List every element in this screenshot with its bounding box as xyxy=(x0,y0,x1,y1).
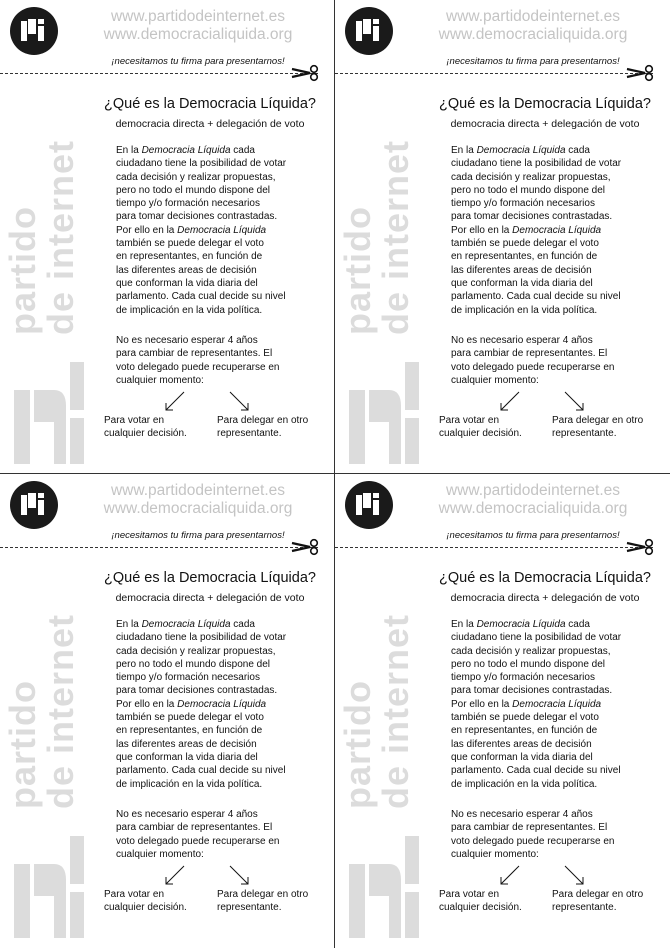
paragraph-line xyxy=(116,658,331,671)
website-urls xyxy=(78,8,318,44)
brand-word-internet: de internet xyxy=(375,613,416,809)
paragraph-line xyxy=(451,290,666,303)
pdi-logo-icon xyxy=(9,6,59,56)
paragraph-line xyxy=(451,738,666,751)
scissors-icon xyxy=(290,538,320,556)
paragraph-text: en representantes, en función de xyxy=(116,251,263,263)
paragraph-text: cada decisión y realizar propuestas, xyxy=(451,171,611,183)
paragraph-text: para tomar decisiones contrastadas. xyxy=(116,211,278,223)
paragraph-text: cada xyxy=(230,145,255,156)
paragraph-text: para tomar decisiones contrastadas. xyxy=(451,685,613,697)
pdi-logo-icon xyxy=(344,480,394,530)
pdi-logo-icon xyxy=(9,480,59,530)
paragraph-text: de implicación en la vida política. xyxy=(451,304,598,316)
paragraph-line xyxy=(451,144,666,157)
scissors-icon xyxy=(625,64,655,82)
paragraph-line xyxy=(116,277,331,290)
paragraph-text: tiempo y/o formación necesarios xyxy=(451,198,595,210)
cut-line xyxy=(0,73,318,74)
option-delegate-line: representante. xyxy=(217,428,282,440)
paragraph-line: cualquier momento: xyxy=(451,374,539,386)
headline: ¿Qué es la Democracia Líquida? xyxy=(104,96,316,112)
explanation-paragraph xyxy=(116,144,331,317)
paragraph-text: que conforman la vida diaria del xyxy=(451,751,593,763)
explanation-paragraph xyxy=(116,618,331,791)
signature-request: ¡necesitamos tu firma para presentarnos! xyxy=(111,56,285,67)
brand-word-partido: partido xyxy=(2,206,43,335)
option-vote-line: Para votar en xyxy=(439,415,500,426)
url-democracia[interactable]: www.democracialiquida.org xyxy=(103,26,293,43)
paragraph-text: de implicación en la vida política. xyxy=(116,778,263,790)
option-delegate xyxy=(217,414,308,441)
paragraph-line xyxy=(451,671,666,684)
cut-line xyxy=(0,547,318,548)
emphasis-text: Democracia Líquida xyxy=(141,619,231,630)
paragraph-text: En la xyxy=(116,145,142,156)
paragraph-text: pero no todo el mundo dispone del xyxy=(116,658,271,670)
pdi-watermark-logo-icon xyxy=(349,362,421,466)
paragraph-line xyxy=(116,724,331,737)
option-delegate-line: representante. xyxy=(217,902,282,914)
paragraph-line xyxy=(451,711,666,724)
url-partido[interactable]: www.partidodeinternet.es xyxy=(445,8,621,25)
paragraph-line xyxy=(116,631,331,644)
paragraph-line: voto delegado puede recuperarse en xyxy=(451,835,615,847)
subheadline: democracia directa + delegación de voto xyxy=(450,592,640,604)
down-arrows-icon xyxy=(495,390,595,414)
flyer-card xyxy=(335,0,670,474)
paragraph-text: parlamento. Cada cual decide su nivel xyxy=(451,291,621,303)
url-partido[interactable]: www.partidodeinternet.es xyxy=(110,482,286,499)
cut-line xyxy=(335,547,653,548)
paragraph-text: para tomar decisiones contrastadas. xyxy=(116,685,278,697)
paragraph-text: ciudadano tiene la posibilidad de votar xyxy=(451,632,622,644)
paragraph-text: cada xyxy=(565,145,590,156)
headline: ¿Qué es la Democracia Líquida? xyxy=(439,570,651,586)
url-partido[interactable]: www.partidodeinternet.es xyxy=(110,8,286,25)
emphasis-text: Democracia Líquida xyxy=(476,145,566,156)
paragraph-line xyxy=(451,171,666,184)
paragraph-text: En la xyxy=(451,619,477,630)
vertical-brand-watermark xyxy=(4,559,84,809)
flyer-card xyxy=(0,0,335,474)
paragraph-text: ciudadano tiene la posibilidad de votar xyxy=(116,158,287,170)
url-democracia[interactable]: www.democracialiquida.org xyxy=(103,500,293,517)
paragraph-line: cualquier momento: xyxy=(116,848,204,860)
emphasis-text: Democracia Líquida xyxy=(512,698,602,710)
paragraph-line xyxy=(451,751,666,764)
paragraph-text: de implicación en la vida política. xyxy=(451,778,598,790)
paragraph-text: de implicación en la vida política. xyxy=(116,304,263,316)
paragraph-text: cada decisión y realizar propuestas, xyxy=(116,645,276,657)
brand-word-partido: partido xyxy=(2,680,43,809)
paragraph-line: No es necesario esperar 4 años xyxy=(116,809,258,820)
down-arrows-icon xyxy=(495,864,595,888)
emphasis-text: Democracia Líquida xyxy=(177,698,267,710)
option-delegate xyxy=(552,414,643,441)
paragraph-text: pero no todo el mundo dispone del xyxy=(451,184,606,196)
paragraph-line xyxy=(451,157,666,170)
scissors-icon xyxy=(290,64,320,82)
paragraph-line xyxy=(116,684,331,697)
paragraph-text: también se puede delegar el voto xyxy=(116,238,264,250)
paragraph-line xyxy=(116,250,331,263)
option-vote-line: Para votar en xyxy=(104,889,165,900)
url-democracia[interactable]: www.democracialiquida.org xyxy=(438,26,628,43)
paragraph-line xyxy=(116,197,331,210)
emphasis-text: Democracia Líquida xyxy=(512,224,602,236)
paragraph-line xyxy=(451,304,666,317)
website-urls xyxy=(413,482,653,518)
paragraph-text: ciudadano tiene la posibilidad de votar xyxy=(451,158,622,170)
explanation-paragraph xyxy=(451,144,666,317)
brand-word-partido: partido xyxy=(337,206,378,335)
paragraph-text: cada xyxy=(230,619,255,630)
paragraph-line xyxy=(451,684,666,697)
down-arrows-icon xyxy=(160,390,260,414)
paragraph-text: en representantes, en función de xyxy=(116,725,263,737)
paragraph-line: cualquier momento: xyxy=(116,374,204,386)
option-delegate xyxy=(552,888,643,915)
paragraph-line xyxy=(116,171,331,184)
paragraph-text: también se puede delegar el voto xyxy=(116,712,264,724)
paragraph-text: Por ello en la xyxy=(116,698,178,710)
paragraph-line: voto delegado puede recuperarse en xyxy=(451,361,615,373)
paragraph-line xyxy=(451,264,666,277)
url-partido[interactable]: www.partidodeinternet.es xyxy=(445,482,621,499)
paragraph-line xyxy=(451,698,666,711)
brand-word-internet: de internet xyxy=(375,139,416,335)
paragraph-text: cada xyxy=(565,619,590,630)
option-delegate-line: Para delegar en otro xyxy=(217,415,309,426)
paragraph-line xyxy=(451,184,666,197)
option-delegate-line: Para delegar en otro xyxy=(552,889,644,900)
paragraph-text: que conforman la vida diaria del xyxy=(116,277,258,289)
paragraph-text: tiempo y/o formación necesarios xyxy=(116,672,260,684)
paragraph-text: las diferentes areas de decisión xyxy=(451,264,592,276)
paragraph-text: cada decisión y realizar propuestas, xyxy=(451,645,611,657)
paragraph-line xyxy=(451,658,666,671)
subheadline: democracia directa + delegación de voto xyxy=(450,118,640,130)
representatives-paragraph xyxy=(451,334,666,387)
option-delegate-line: representante. xyxy=(552,902,617,914)
paragraph-text: parlamento. Cada cual decide su nivel xyxy=(116,765,286,777)
paragraph-text: las diferentes areas de decisión xyxy=(451,738,592,750)
paragraph-line xyxy=(116,264,331,277)
option-vote-line: Para votar en xyxy=(439,889,500,900)
paragraph-text: ciudadano tiene la posibilidad de votar xyxy=(116,632,287,644)
paragraph-line xyxy=(116,224,331,237)
paragraph-text: cada decisión y realizar propuestas, xyxy=(116,171,276,183)
paragraph-line: voto delegado puede recuperarse en xyxy=(116,361,280,373)
option-vote xyxy=(104,888,187,915)
paragraph-line xyxy=(116,210,331,223)
pdi-watermark-logo-icon xyxy=(14,836,86,940)
emphasis-text: Democracia Líquida xyxy=(177,224,267,236)
paragraph-line xyxy=(451,224,666,237)
paragraph-line xyxy=(451,197,666,210)
cut-line xyxy=(335,73,653,74)
paragraph-line: voto delegado puede recuperarse en xyxy=(116,835,280,847)
paragraph-line: para cambiar de representantes. El xyxy=(451,822,608,834)
paragraph-text: Por ello en la xyxy=(451,224,513,236)
option-vote-line: Para votar en xyxy=(104,415,165,426)
paragraph-text: también se puede delegar el voto xyxy=(451,712,599,724)
pdi-watermark-logo-icon xyxy=(349,836,421,940)
paragraph-text: pero no todo el mundo dispone del xyxy=(116,184,271,196)
paragraph-line: No es necesario esperar 4 años xyxy=(116,335,258,346)
paragraph-line: No es necesario esperar 4 años xyxy=(451,809,593,820)
paragraph-line: para cambiar de representantes. El xyxy=(116,822,273,834)
option-vote-line: cualquier decisión. xyxy=(439,902,522,914)
paragraph-text: las diferentes areas de decisión xyxy=(116,738,257,750)
paragraph-text: Por ello en la xyxy=(116,224,178,236)
vertical-brand-watermark xyxy=(339,559,419,809)
paragraph-text: En la xyxy=(451,145,477,156)
paragraph-line xyxy=(116,698,331,711)
paragraph-line xyxy=(116,237,331,250)
paragraph-text: tiempo y/o formación necesarios xyxy=(451,672,595,684)
paragraph-line xyxy=(451,724,666,737)
scissors-icon xyxy=(625,538,655,556)
signature-request: ¡necesitamos tu firma para presentarnos! xyxy=(446,56,620,67)
paragraph-text: tiempo y/o formación necesarios xyxy=(116,198,260,210)
paragraph-text: pero no todo el mundo dispone del xyxy=(451,658,606,670)
website-urls xyxy=(78,482,318,518)
paragraph-line xyxy=(451,237,666,250)
subheadline: democracia directa + delegación de voto xyxy=(115,592,305,604)
option-delegate-line: Para delegar en otro xyxy=(552,415,644,426)
representatives-paragraph xyxy=(451,808,666,861)
paragraph-line xyxy=(116,290,331,303)
paragraph-text: para tomar decisiones contrastadas. xyxy=(451,211,613,223)
headline: ¿Qué es la Democracia Líquida? xyxy=(439,96,651,112)
paragraph-line xyxy=(116,751,331,764)
paragraph-line xyxy=(451,277,666,290)
vertical-brand-watermark xyxy=(339,85,419,335)
paragraph-line: para cambiar de representantes. El xyxy=(116,348,273,360)
paragraph-text: en representantes, en función de xyxy=(451,725,598,737)
explanation-paragraph xyxy=(451,618,666,791)
brand-word-partido: partido xyxy=(337,680,378,809)
paragraph-line xyxy=(451,210,666,223)
brand-word-internet: de internet xyxy=(40,139,81,335)
paragraph-line xyxy=(116,144,331,157)
representatives-paragraph xyxy=(116,808,331,861)
pdi-watermark-logo-icon xyxy=(14,362,86,466)
option-vote xyxy=(104,414,187,441)
paragraph-text: que conforman la vida diaria del xyxy=(116,751,258,763)
paragraph-line xyxy=(116,738,331,751)
url-democracia[interactable]: www.democracialiquida.org xyxy=(438,500,628,517)
option-vote-line: cualquier decisión. xyxy=(104,902,187,914)
subheadline: democracia directa + delegación de voto xyxy=(115,118,305,130)
option-vote xyxy=(439,414,522,441)
paragraph-line xyxy=(116,764,331,777)
paragraph-line xyxy=(116,645,331,658)
paragraph-line xyxy=(451,764,666,777)
pdi-logo-icon xyxy=(344,6,394,56)
paragraph-line xyxy=(451,618,666,631)
vertical-brand-watermark xyxy=(4,85,84,335)
paragraph-text: parlamento. Cada cual decide su nivel xyxy=(451,765,621,777)
paragraph-line xyxy=(116,711,331,724)
flyer-card xyxy=(0,474,335,948)
option-vote xyxy=(439,888,522,915)
paragraph-line xyxy=(116,671,331,684)
paragraph-line xyxy=(451,250,666,263)
website-urls xyxy=(413,8,653,44)
option-vote-line: cualquier decisión. xyxy=(104,428,187,440)
option-delegate-line: representante. xyxy=(552,428,617,440)
paragraph-line: No es necesario esperar 4 años xyxy=(451,335,593,346)
paragraph-line xyxy=(116,157,331,170)
paragraph-line xyxy=(451,631,666,644)
option-delegate xyxy=(217,888,308,915)
paragraph-line: cualquier momento: xyxy=(451,848,539,860)
paragraph-text: también se puede delegar el voto xyxy=(451,238,599,250)
headline: ¿Qué es la Democracia Líquida? xyxy=(104,570,316,586)
paragraph-text: las diferentes areas de decisión xyxy=(116,264,257,276)
option-delegate-line: Para delegar en otro xyxy=(217,889,309,900)
down-arrows-icon xyxy=(160,864,260,888)
paragraph-line xyxy=(116,618,331,631)
option-vote-line: cualquier decisión. xyxy=(439,428,522,440)
signature-request: ¡necesitamos tu firma para presentarnos! xyxy=(446,530,620,541)
paragraph-line xyxy=(451,778,666,791)
brand-word-internet: de internet xyxy=(40,613,81,809)
paragraph-line xyxy=(116,778,331,791)
paragraph-text: Por ello en la xyxy=(451,698,513,710)
flyer-card xyxy=(335,474,670,948)
emphasis-text: Democracia Líquida xyxy=(476,619,566,630)
representatives-paragraph xyxy=(116,334,331,387)
paragraph-line xyxy=(116,184,331,197)
signature-request: ¡necesitamos tu firma para presentarnos! xyxy=(111,530,285,541)
paragraph-text: En la xyxy=(116,619,142,630)
paragraph-text: parlamento. Cada cual decide su nivel xyxy=(116,291,286,303)
paragraph-line xyxy=(116,304,331,317)
paragraph-line: para cambiar de representantes. El xyxy=(451,348,608,360)
emphasis-text: Democracia Líquida xyxy=(141,145,231,156)
paragraph-text: en representantes, en función de xyxy=(451,251,598,263)
paragraph-text: que conforman la vida diaria del xyxy=(451,277,593,289)
paragraph-line xyxy=(451,645,666,658)
